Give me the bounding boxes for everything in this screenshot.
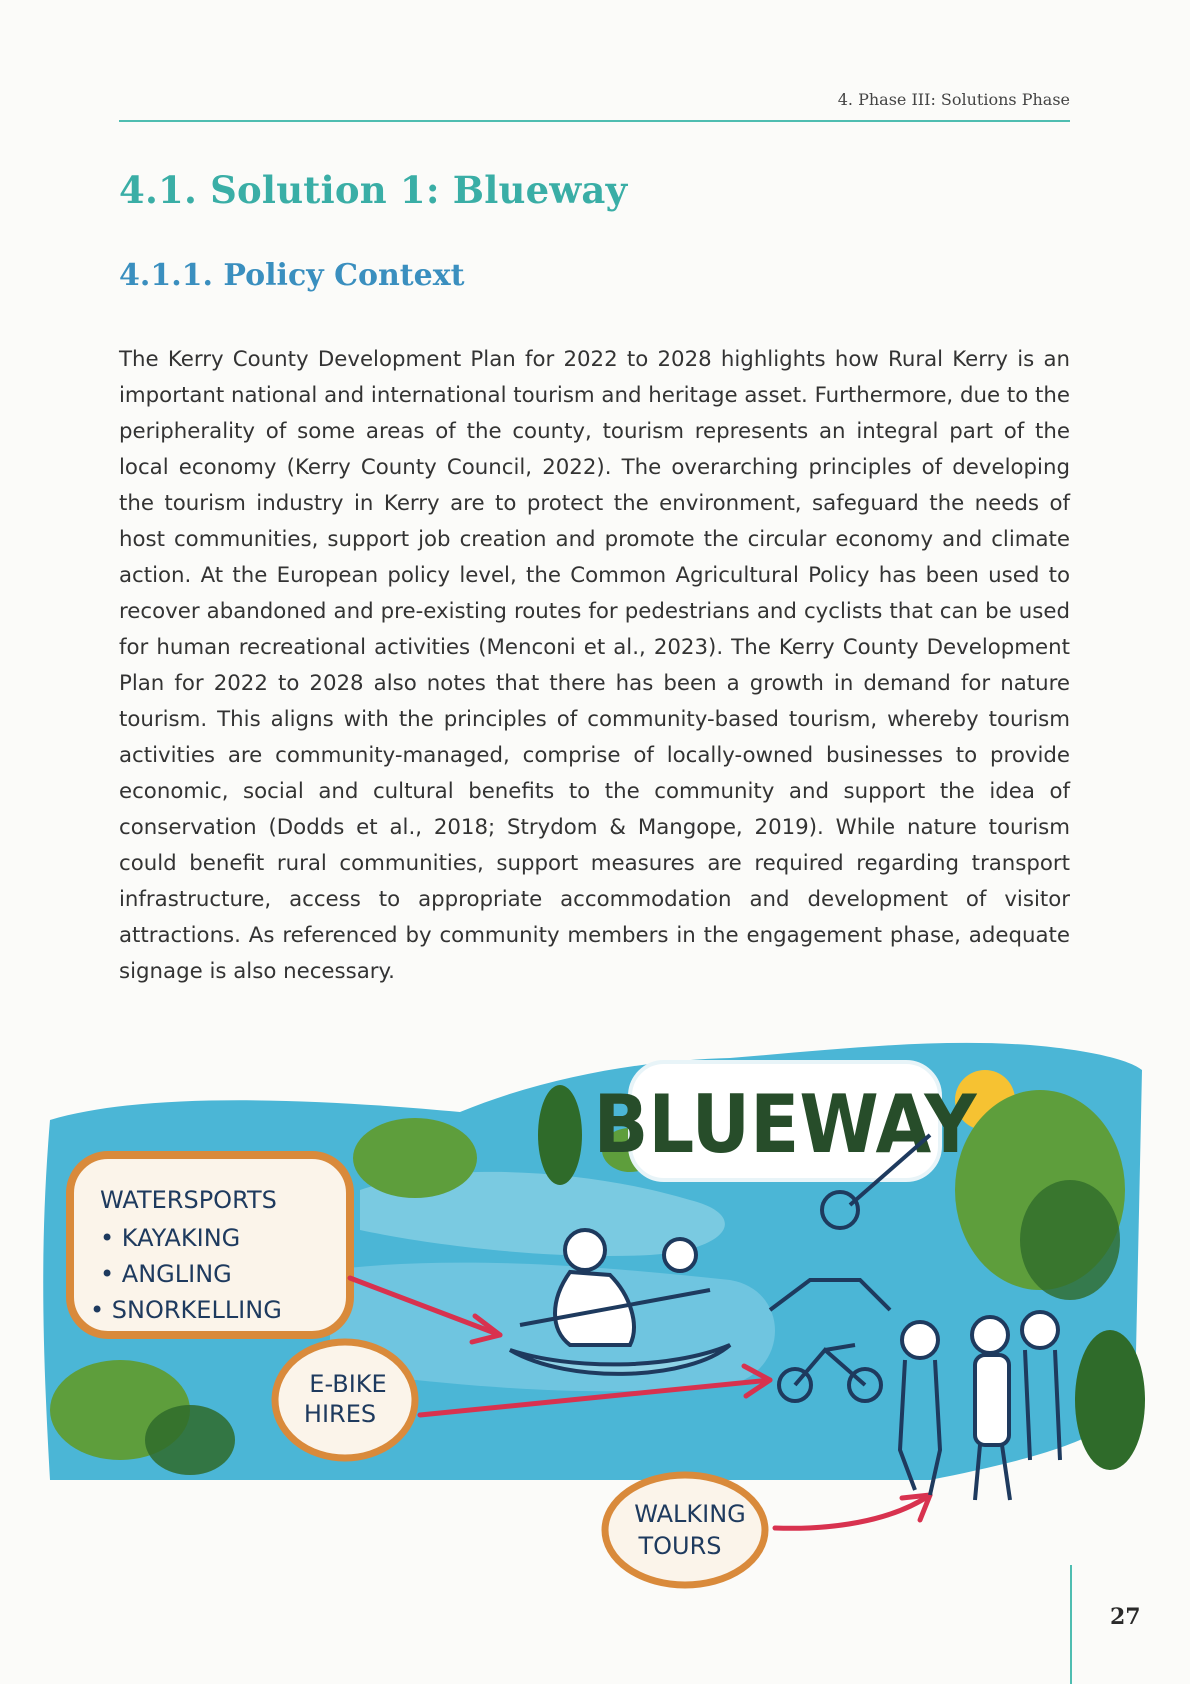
- ebike-line2: HIRES: [303, 1400, 377, 1428]
- blueway-illustration: [30, 1040, 1160, 1595]
- watersports-item: • ANGLING: [100, 1260, 232, 1288]
- section-title: 4.1. Solution 1: Blueway: [119, 168, 628, 212]
- watersports-item: • KAYAKING: [100, 1224, 241, 1252]
- body-paragraph: The Kerry County Development Plan for 2022 to 2028 highlights how Rural Kerry is an important national and international tourism and heritage asset. Furthermore, due to the peripherality of some areas of the county, tourism represents an integral part of the local economy (Kerry County Council, 2022). The overarching principles of developing the tourism industry in Kerry are to protect the environment, safeguard the needs of host communities, support job creation and promote the circular economy and climate action. At the European policy level, the Common Agricultural Policy has been used to recover abandoned and pre-existing routes for pedestrians and cyclists that can be used for human recreational activities (Menconi et al., 2023). The Kerry County Development Plan for 2022 to 2028 also notes that there has been a growth in demand for nature tourism. This aligns with the principles of community-based tourism, whereby tourism activities are community-managed, comprise of locally-owned businesses to provide economic, social and cultural benefits to the community and support the idea of conservation (Dodds et al., 2018; Strydom & Mangope, 2019). While nature tourism could benefit rural communities, support measures are required regarding transport infrastructure, access to appropriate accommodation and development of visitor attractions. As referenced by community members in the engagement phase, adequate signage is also necessary.: [119, 347, 1070, 984]
- walking-line2: TOURS: [638, 1532, 722, 1560]
- watersports-heading: WATERSPORTS: [100, 1186, 277, 1214]
- watersports-item: • SNORKELLING: [90, 1296, 282, 1324]
- running-header: [119, 88, 1070, 122]
- ebike-line1: E-BIKE: [309, 1370, 387, 1398]
- walking-line1: WALKING: [634, 1500, 746, 1528]
- footer-rule: [1070, 1565, 1072, 1684]
- blueway-title: BLUEWAY: [593, 1078, 977, 1173]
- page-number: 27: [1110, 1604, 1141, 1630]
- running-header-title: 4. Phase III: Solutions Phase: [837, 90, 1070, 109]
- subsection-title: 4.1.1. Policy Context: [119, 258, 465, 293]
- walking-label: [605, 1475, 765, 1585]
